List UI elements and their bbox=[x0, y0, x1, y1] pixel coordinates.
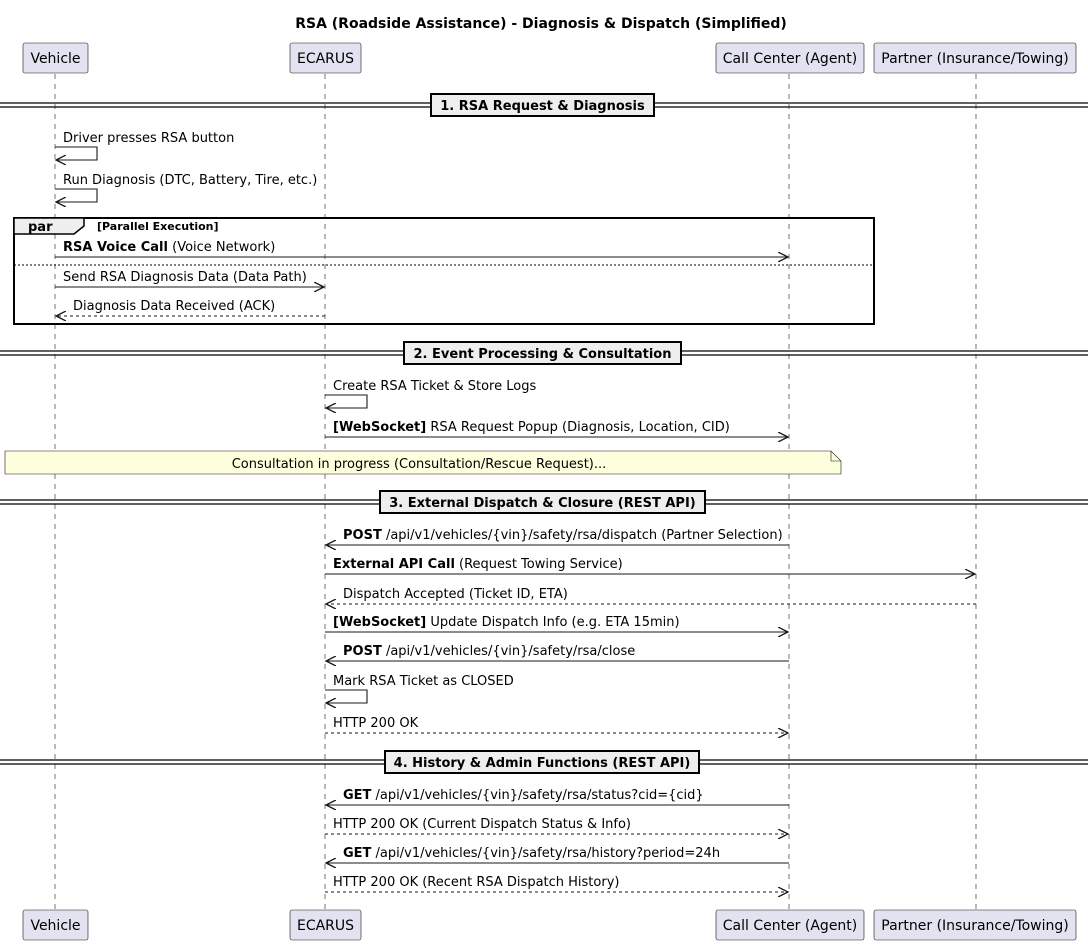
diagram-title: RSA (Roadside Assistance) - Diagnosis & Dispatch (Simplified) bbox=[295, 16, 787, 32]
message-label-bold: [WebSocket] bbox=[333, 420, 427, 435]
message bbox=[325, 674, 514, 703]
section-label: 3. External Dispatch & Closure (REST API) bbox=[389, 496, 696, 511]
message bbox=[326, 528, 789, 545]
message-label bbox=[333, 674, 514, 689]
message-label-bold: RSA Voice Call bbox=[63, 240, 168, 255]
message-label bbox=[63, 270, 307, 285]
message-label-text: (Voice Network) bbox=[167, 240, 276, 255]
message-label-text: Driver presses RSA button bbox=[63, 131, 235, 146]
participant-label: Call Center (Agent) bbox=[722, 51, 858, 67]
message bbox=[325, 420, 788, 437]
message-label-text: /api/v1/vehicles/{vin}/safety/rsa/dispatch (Partner Selection) bbox=[381, 528, 783, 543]
message bbox=[326, 846, 789, 863]
message bbox=[325, 875, 788, 892]
participant-label: ECARUS bbox=[296, 918, 355, 934]
section-divider-2 bbox=[0, 342, 1088, 364]
participant-ecarus-bottom bbox=[290, 910, 361, 940]
message bbox=[325, 716, 788, 733]
message-label bbox=[333, 420, 730, 435]
par-keyword: par bbox=[28, 220, 53, 235]
participant-partner-top bbox=[874, 43, 1076, 73]
participant-label: Vehicle bbox=[30, 51, 81, 67]
message-label bbox=[63, 240, 275, 255]
participant-label: Partner (Insurance/Towing) bbox=[881, 51, 1069, 67]
message-label-text: /api/v1/vehicles/{vin}/safety/rsa/history?period=24h bbox=[371, 846, 721, 861]
par-condition: [Parallel Execution] bbox=[97, 220, 219, 233]
message-label-bold: External API Call bbox=[333, 557, 455, 572]
message-label bbox=[343, 846, 720, 861]
message-label-text: Send RSA Diagnosis Data (Data Path) bbox=[63, 270, 307, 285]
message-label bbox=[63, 131, 234, 146]
section-divider-4 bbox=[0, 751, 1088, 773]
participant-vehicle-bottom bbox=[23, 910, 88, 940]
message-label-text: HTTP 200 OK (Recent RSA Dispatch History) bbox=[333, 875, 620, 890]
message-label-text: HTTP 200 OK bbox=[333, 716, 419, 731]
section-divider-1 bbox=[0, 94, 1088, 116]
message-label bbox=[333, 379, 536, 394]
message-label-bold: [WebSocket] bbox=[333, 615, 427, 630]
message-label bbox=[333, 716, 419, 731]
message bbox=[325, 615, 788, 632]
message-label bbox=[333, 817, 631, 832]
message-label bbox=[73, 299, 275, 314]
message-label bbox=[333, 875, 619, 890]
message-label bbox=[63, 173, 317, 188]
participant-callcenter-bottom bbox=[716, 910, 864, 940]
message bbox=[326, 644, 789, 661]
self-message-arrow bbox=[325, 395, 367, 408]
message-label-text: Create RSA Ticket & Store Logs bbox=[333, 379, 537, 394]
self-message-arrow bbox=[325, 690, 367, 703]
message-label bbox=[343, 788, 704, 803]
message-label-text: Dispatch Accepted (Ticket ID, ETA) bbox=[343, 587, 568, 602]
message bbox=[55, 131, 234, 160]
message-label-text: Update Dispatch Info (e.g. ETA 15min) bbox=[426, 615, 680, 630]
message-label-text: Mark RSA Ticket as CLOSED bbox=[333, 674, 514, 689]
message bbox=[325, 379, 536, 408]
message-label-text: RSA Request Popup (Diagnosis, Location, CID) bbox=[426, 420, 730, 435]
section-label: 1. RSA Request & Diagnosis bbox=[440, 99, 645, 114]
message-label bbox=[343, 587, 568, 602]
section-divider-3 bbox=[0, 491, 1088, 513]
participant-label: ECARUS bbox=[296, 51, 355, 67]
note-text: Consultation in progress (Consultation/Rescue Request)... bbox=[231, 457, 607, 472]
section-label: 4. History & Admin Functions (REST API) bbox=[393, 756, 691, 771]
participant-label: Call Center (Agent) bbox=[722, 918, 858, 934]
message-label-text: Run Diagnosis (DTC, Battery, Tire, etc.) bbox=[63, 173, 318, 188]
message bbox=[325, 557, 975, 574]
message-label-text: HTTP 200 OK (Current Dispatch Status & Info) bbox=[333, 817, 631, 832]
message-label-text: Diagnosis Data Received (ACK) bbox=[73, 299, 276, 314]
message bbox=[55, 173, 317, 202]
message-label-text: (Request Towing Service) bbox=[454, 557, 623, 572]
participant-callcenter-top bbox=[716, 43, 864, 73]
note-consultation bbox=[5, 451, 841, 474]
self-message-arrow bbox=[55, 147, 97, 160]
message-label-bold: GET bbox=[343, 846, 372, 861]
section-label: 2. Event Processing & Consultation bbox=[413, 347, 672, 362]
self-message-arrow bbox=[55, 189, 97, 202]
message bbox=[325, 817, 788, 834]
message-label-bold: GET bbox=[343, 788, 372, 803]
message bbox=[326, 587, 976, 604]
message-label bbox=[343, 528, 783, 543]
message bbox=[55, 270, 324, 287]
participant-label: Vehicle bbox=[30, 918, 81, 934]
message-label-bold: POST bbox=[343, 528, 382, 543]
participant-partner-bottom bbox=[874, 910, 1076, 940]
message-label-text: /api/v1/vehicles/{vin}/safety/rsa/status?cid={cid} bbox=[371, 788, 704, 803]
message-label bbox=[333, 557, 623, 572]
message-label bbox=[343, 644, 635, 659]
message-label bbox=[333, 615, 680, 630]
message-label-text: /api/v1/vehicles/{vin}/safety/rsa/close bbox=[381, 644, 636, 659]
message bbox=[56, 299, 325, 316]
message bbox=[55, 240, 788, 257]
message-label-bold: POST bbox=[343, 644, 382, 659]
participant-vehicle-top bbox=[23, 43, 88, 73]
message bbox=[326, 788, 789, 805]
participant-ecarus-top bbox=[290, 43, 361, 73]
participant-label: Partner (Insurance/Towing) bbox=[881, 918, 1069, 934]
